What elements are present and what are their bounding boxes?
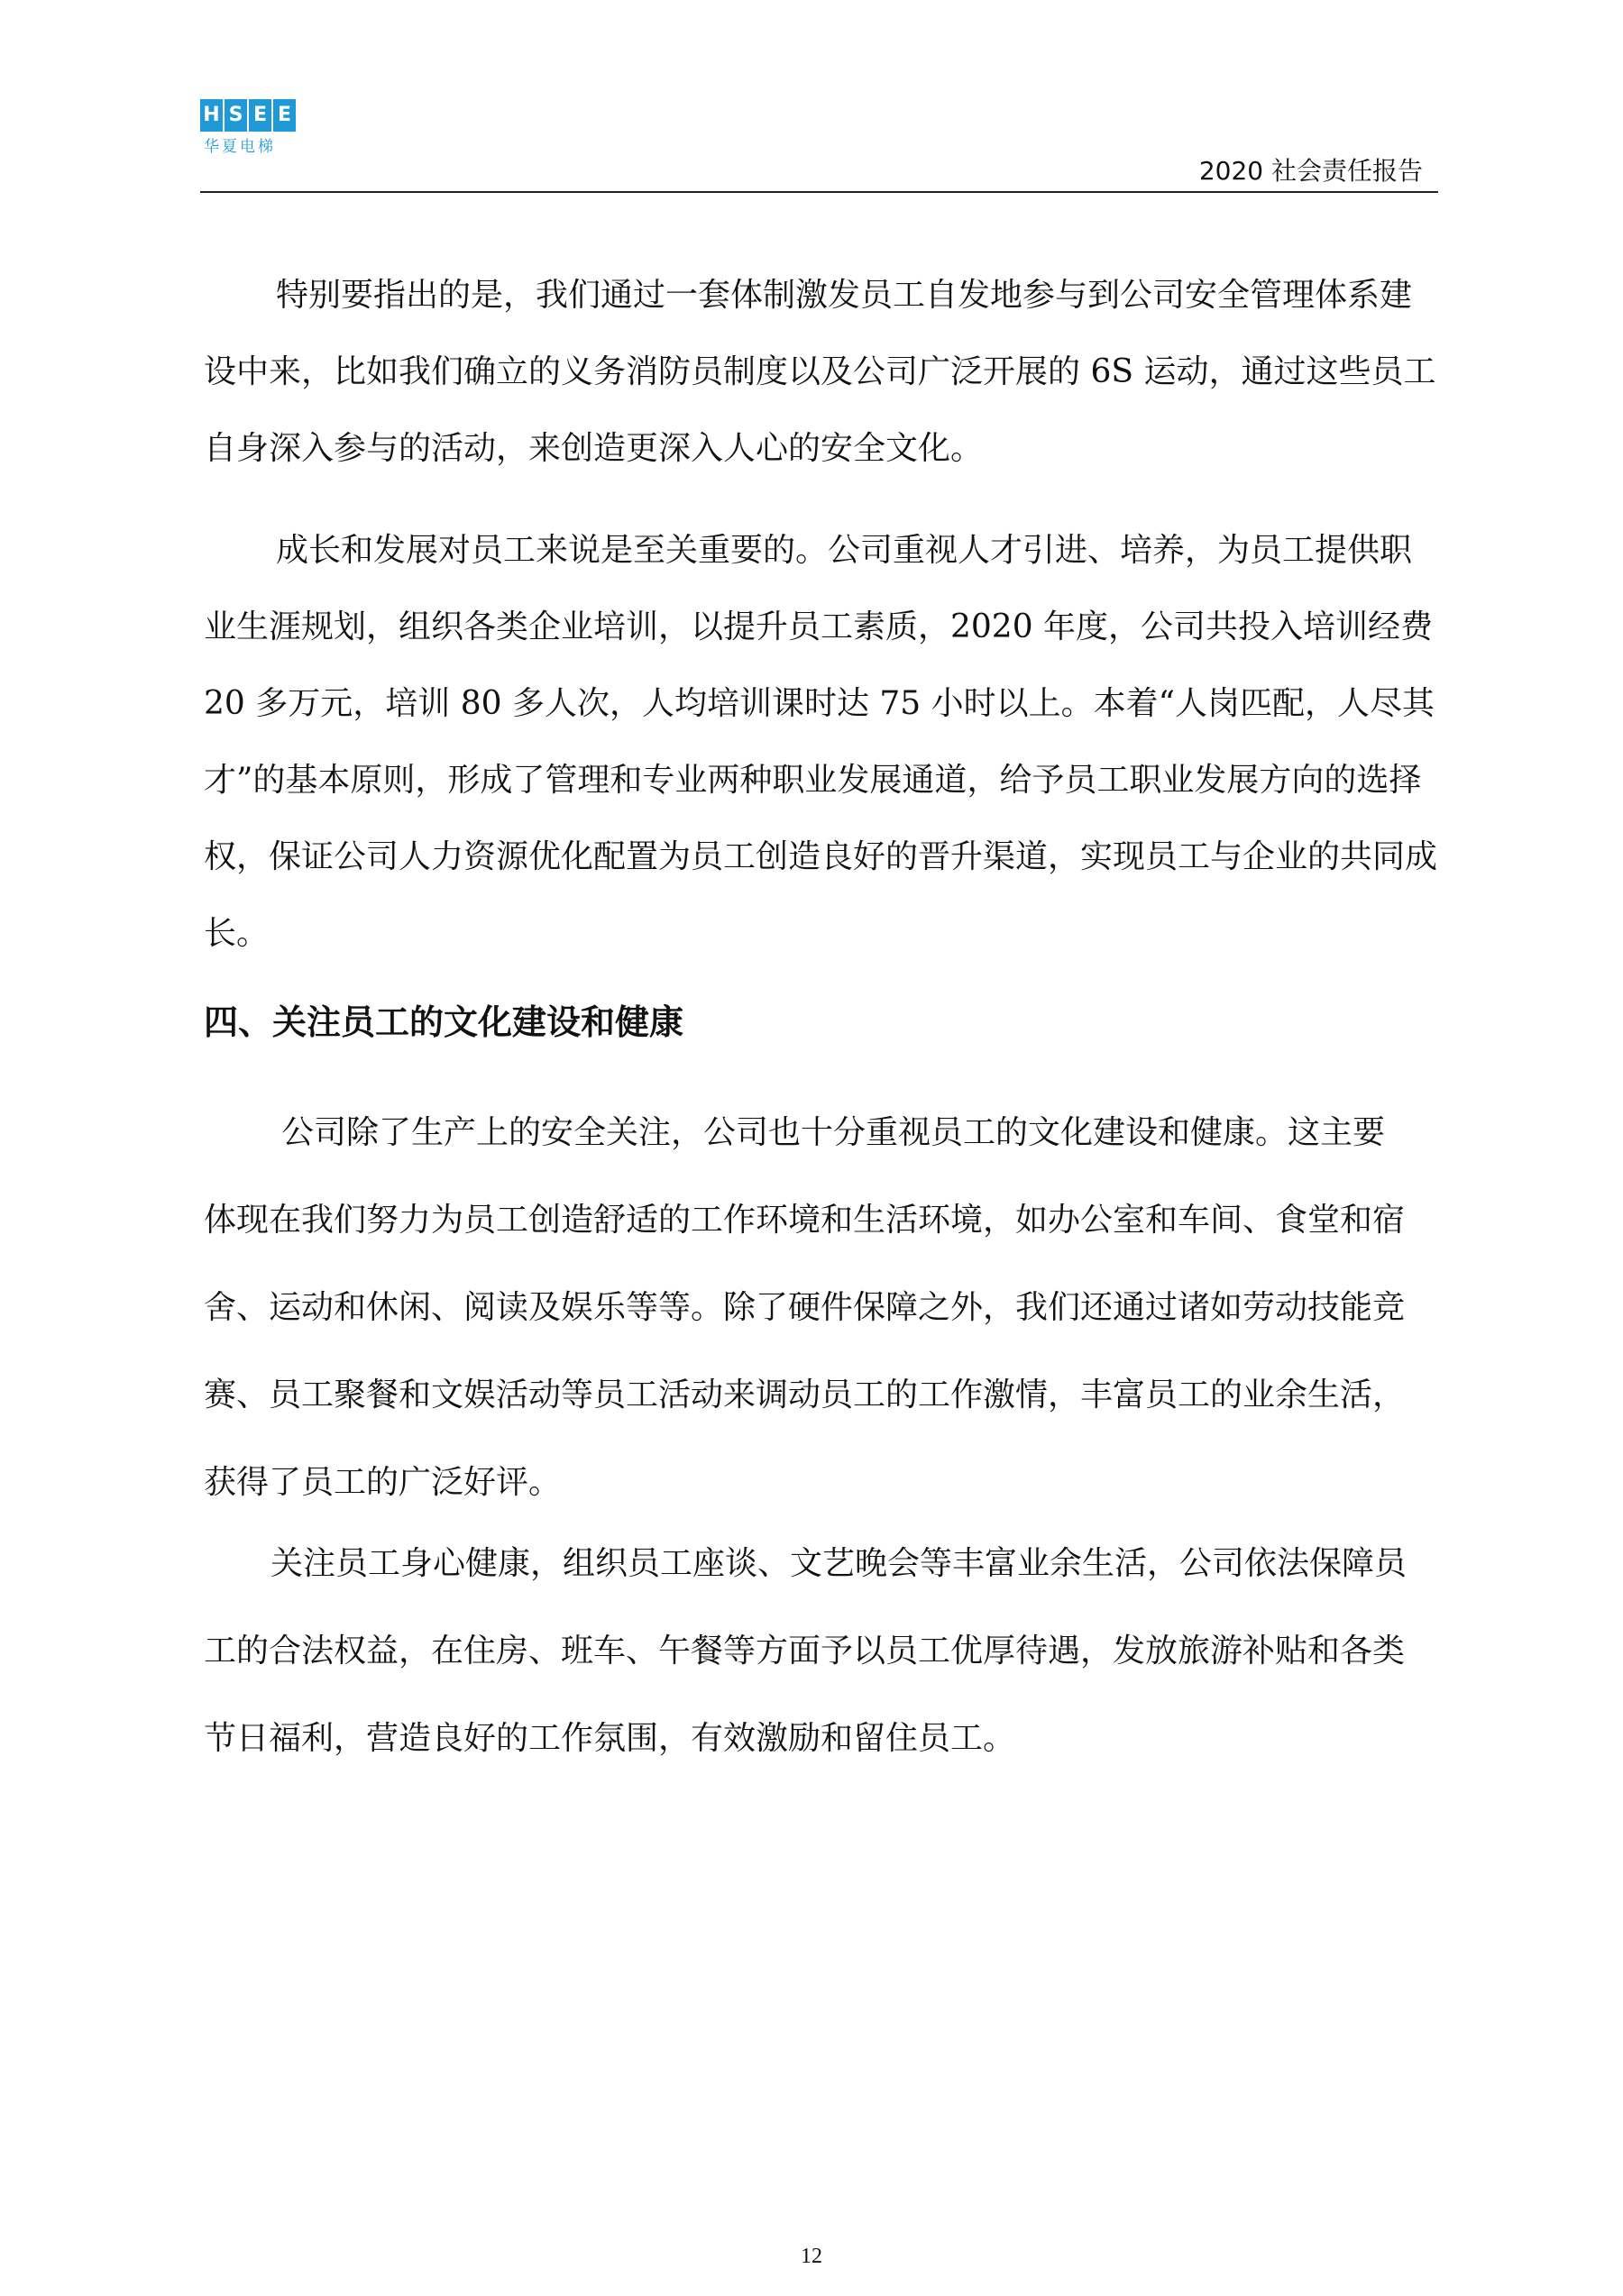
logo-letter: S	[225, 99, 247, 132]
paragraph-culture-health: 公司除了生产上的安全关注，公司也十分重视员工的文化建设和健康。这主要体现在我们努力为员工创造舒适的工作环境和生活环境，如办公室和车间、食堂和宿舍、运动和休闲、阅读及娱乐等等。除了硬件保障之外，我们还通过诸如劳动技能竞赛、员工聚餐和文娱活动等员工活动来调动员工的工作激情，丰富员工的业余生活，获得了员工的广泛好评。	[204, 1114, 1406, 1501]
header-divider	[200, 191, 1438, 193]
logo-company-name: 华夏电梯	[204, 138, 276, 156]
logo-letter: E	[249, 99, 271, 132]
logo-letter: H	[200, 99, 223, 132]
page-number: 12	[801, 2245, 822, 2268]
company-logo	[200, 99, 299, 156]
section-heading: 四、关注员工的文化建设和健康	[204, 1002, 684, 1042]
paragraph-safety-culture: 特别要指出的是，我们通过一套体制激发员工自发地参与到公司安全管理体系建设中来，比如我们确立的义务消防员制度以及公司广泛开展的 6S 运动，通过这些员工自身深入参与的活动，来创造更深入人心的安全文化。	[204, 277, 1436, 467]
logo-letter-boxes	[200, 99, 299, 132]
paragraph-wellbeing-benefits: 关注员工身心健康，组织员工座谈、文艺晚会等丰富业余生活，公司依法保障员工的合法权益，在住房、班车、午餐等方面予以员工优厚待遇，发放旅游补贴和各类节日福利，营造良好的工作氛围，有效激励和留住员工。	[204, 1545, 1408, 1757]
paragraph-career-development: 成长和发展对员工来说是至关重要的。公司重视人才引进、培养，为员工提供职业生涯规划，组织各类企业培训，以提升员工素质，2020 年度，公司共投入培训经费 20 多万元，培训 80 多人次，人均培训课时达 75 小时以上。本着“人岗匹配，人尽其才”的基本原则，形成了管理和专业两种职业发展通道，给予员工职业发展方向的选择权，保证公司人力资源优化配置为员工创造良好的晋升渠道，实现员工与企业的共同成长。	[204, 532, 1438, 952]
logo-letter: E	[273, 99, 296, 132]
report-title: 2020 社会责任报告	[1198, 156, 1423, 186]
